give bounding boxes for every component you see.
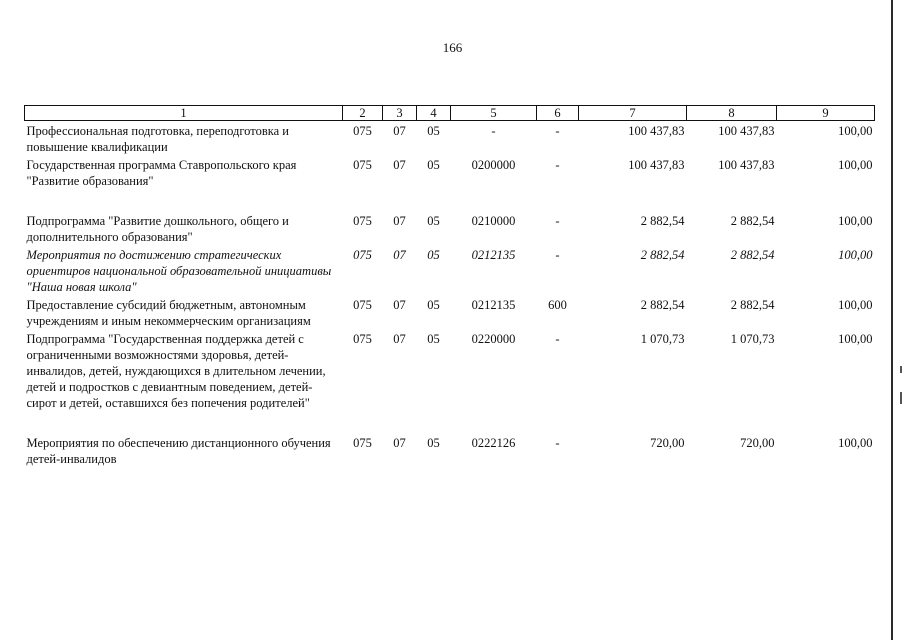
header-col-1: 1 [25, 106, 343, 121]
header-col-9: 9 [777, 106, 875, 121]
edge-mark [900, 366, 902, 373]
row-amount-planned: 100 437,83 [628, 158, 685, 172]
page-edge-line [891, 0, 893, 640]
row-code-section: 07 [393, 158, 406, 172]
row-amount-executed: 2 882,54 [730, 214, 775, 228]
row-amount-executed: 100 437,83 [718, 158, 775, 172]
edge-mark [900, 392, 902, 404]
row-amount-planned: 100 437,83 [628, 124, 685, 138]
row-code-target: 0212135 [471, 248, 516, 262]
row-percent: 100,00 [838, 158, 873, 172]
row-percent: 100,00 [838, 436, 873, 450]
row-code-target: 0222126 [471, 436, 516, 450]
row-code-type: 600 [548, 298, 567, 312]
row-code-type: - [555, 214, 560, 228]
row-code-target: 0220000 [471, 332, 516, 346]
header-col-7: 7 [579, 106, 687, 121]
header-col-2: 2 [343, 106, 383, 121]
row-code-target: 0200000 [471, 158, 516, 172]
row-name: Мероприятия по обеспечению дистанционного обучения детей-инвалидов [26, 436, 331, 466]
row-amount-executed: 2 882,54 [730, 298, 775, 312]
table-row [25, 245, 875, 295]
header-col-3: 3 [383, 106, 417, 121]
row-percent: 100,00 [838, 332, 873, 346]
row-code-subsection: 05 [427, 298, 440, 312]
row-amount-executed: 1 070,73 [730, 332, 775, 346]
row-code-section: 07 [393, 298, 406, 312]
row-code-subsection: 05 [427, 124, 440, 138]
header-col-5: 5 [451, 106, 537, 121]
header-col-6: 6 [537, 106, 579, 121]
row-percent: 100,00 [838, 214, 873, 228]
row-amount-planned: 2 882,54 [640, 248, 685, 262]
row-code-section: 07 [393, 214, 406, 228]
header-col-8: 8 [687, 106, 777, 121]
row-code-subsection: 05 [427, 332, 440, 346]
page-number: 166 [442, 40, 463, 55]
row-name: Мероприятия по достижению стратегических ориентиров национальной образовательной инициативы "Наша новая школа" [26, 248, 332, 294]
row-code-ministry: 075 [353, 214, 372, 228]
row-amount-planned: 2 882,54 [640, 298, 685, 312]
row-code-section: 07 [393, 248, 406, 262]
row-code-target: 0212135 [471, 298, 516, 312]
row-code-type: - [555, 124, 560, 138]
row-amount-planned: 2 882,54 [640, 214, 685, 228]
row-code-type: - [555, 248, 560, 262]
row-code-section: 07 [393, 124, 406, 138]
row-name: Государственная программа Ставропольского края "Развитие образования" [26, 158, 297, 188]
row-code-section: 07 [393, 436, 406, 450]
table-row [25, 155, 875, 211]
row-name: Подпрограмма "Государственная поддержка детей с ограниченными возможностями здоровья, детей-инвалидов, детей, нуждающихся в длительном лечении, детей и подростков с девиантным поведением, детей-сирот и детей, оставшихся без попечения родителей" [26, 332, 326, 410]
table-row [25, 121, 875, 156]
row-name: Профессиональная подготовка, переподготовка и повышение квалификации [26, 124, 289, 154]
row-code-ministry: 075 [353, 248, 372, 262]
row-code-type: - [555, 436, 560, 450]
row-code-ministry: 075 [353, 158, 372, 172]
table-row [25, 329, 875, 433]
row-percent: 100,00 [838, 298, 873, 312]
row-amount-executed: 720,00 [740, 436, 775, 450]
row-amount-planned: 1 070,73 [640, 332, 685, 346]
row-code-target: 0210000 [471, 214, 516, 228]
row-code-ministry: 075 [353, 124, 372, 138]
row-code-type: - [555, 158, 560, 172]
row-code-ministry: 075 [353, 332, 372, 346]
row-code-type: - [555, 332, 560, 346]
budget-table [24, 105, 875, 467]
row-code-subsection: 05 [427, 158, 440, 172]
row-amount-executed: 2 882,54 [730, 248, 775, 262]
table-row [25, 433, 875, 467]
table-row [25, 295, 875, 329]
row-name: Предоставление субсидий бюджетным, автономным учреждениям и иным некоммерческим организациям [26, 298, 311, 328]
row-code-ministry: 075 [353, 436, 372, 450]
header-col-4: 4 [417, 106, 451, 121]
row-code-target: - [491, 124, 496, 138]
header-row [25, 106, 875, 121]
row-code-section: 07 [393, 332, 406, 346]
row-code-subsection: 05 [427, 214, 440, 228]
row-code-ministry: 075 [353, 298, 372, 312]
row-code-subsection: 05 [427, 436, 440, 450]
row-percent: 100,00 [838, 248, 873, 262]
table-row [25, 211, 875, 245]
row-name: Подпрограмма "Развитие дошкольного, общего и дополнительного образования" [26, 214, 289, 244]
row-amount-planned: 720,00 [650, 436, 685, 450]
row-code-subsection: 05 [427, 248, 440, 262]
row-percent: 100,00 [838, 124, 873, 138]
row-amount-executed: 100 437,83 [718, 124, 775, 138]
